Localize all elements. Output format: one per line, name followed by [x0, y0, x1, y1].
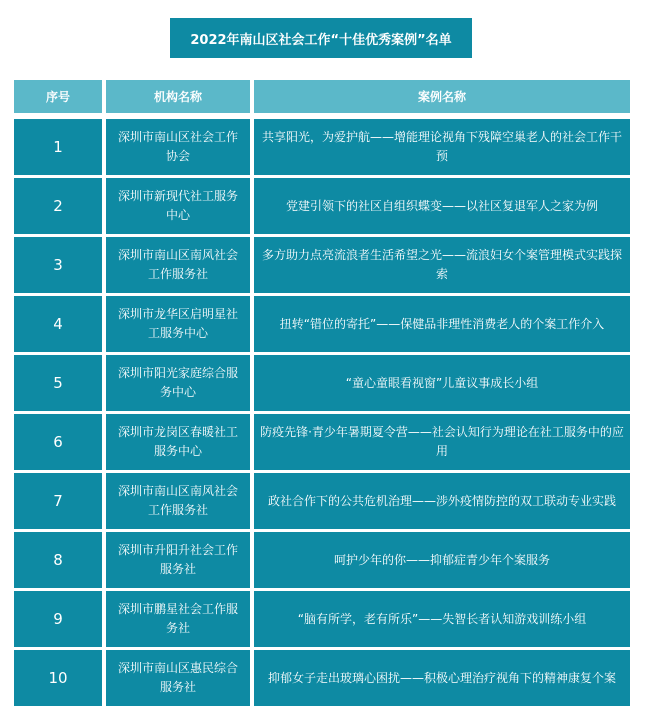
- row-organization: 深圳市南山区社会工作协会: [106, 119, 250, 175]
- row-case-name: 政社合作下的公共危机治理——涉外疫情防控的双工联动专业实践: [254, 473, 630, 529]
- row-number: 1: [14, 119, 102, 175]
- table-row: [14, 119, 634, 175]
- table-row: [14, 296, 634, 352]
- row-case-name: 多方助力点亮流浪者生活希望之光——流浪妇女个案管理模式实践探索: [254, 237, 630, 293]
- page-title: 2022年南山区社会工作“十佳优秀案例”名单: [170, 18, 472, 58]
- table-row: [14, 178, 634, 234]
- table-row: [14, 650, 634, 706]
- row-number: 2: [14, 178, 102, 234]
- table-body: [14, 119, 634, 706]
- row-organization: 深圳市龙华区启明星社工服务中心: [106, 296, 250, 352]
- table-row: [14, 237, 634, 293]
- table-header-row: [14, 80, 634, 113]
- row-number: 5: [14, 355, 102, 411]
- award-list-table: [14, 80, 634, 709]
- row-case-name: 扭转“错位的寄托”——保健品非理性消费老人的个案工作介入: [254, 296, 630, 352]
- header-case-name: 案例名称: [254, 80, 630, 113]
- table-row: [14, 532, 634, 588]
- row-case-name: 党建引领下的社区自组织蝶变——以社区复退军人之家为例: [254, 178, 630, 234]
- row-organization: 深圳市龙岗区春暖社工服务中心: [106, 414, 250, 470]
- row-number: 8: [14, 532, 102, 588]
- table-row: [14, 591, 634, 647]
- header-organization: 机构名称: [106, 80, 250, 113]
- table-row: [14, 355, 634, 411]
- row-number: 10: [14, 650, 102, 706]
- header-number: 序号: [14, 80, 102, 113]
- row-organization: 深圳市新现代社工服务中心: [106, 178, 250, 234]
- row-number: 7: [14, 473, 102, 529]
- row-organization: 深圳市鹏星社会工作服务社: [106, 591, 250, 647]
- row-case-name: “脑有所学，老有所乐”——失智长者认知游戏训练小组: [254, 591, 630, 647]
- row-case-name: 共享阳光，为爱护航——增能理论视角下残障空巢老人的社会工作干预: [254, 119, 630, 175]
- row-case-name: “童心童眼看视窗”儿童议事成长小组: [254, 355, 630, 411]
- table-row: [14, 473, 634, 529]
- row-number: 9: [14, 591, 102, 647]
- row-organization: 深圳市南山区南风社会工作服务社: [106, 473, 250, 529]
- row-case-name: 抑郁女子走出玻璃心困扰——积极心理治疗视角下的精神康复个案: [254, 650, 630, 706]
- row-case-name: 呵护少年的你——抑郁症青少年个案服务: [254, 532, 630, 588]
- row-case-name: 防疫先锋·青少年暑期夏令营——社会认知行为理论在社工服务中的应用: [254, 414, 630, 470]
- row-organization: 深圳市南山区惠民综合服务社: [106, 650, 250, 706]
- row-organization: 深圳市南山区南风社会工作服务社: [106, 237, 250, 293]
- row-organization: 深圳市阳光家庭综合服务中心: [106, 355, 250, 411]
- row-number: 6: [14, 414, 102, 470]
- table-row: [14, 414, 634, 470]
- row-number: 4: [14, 296, 102, 352]
- row-number: 3: [14, 237, 102, 293]
- row-organization: 深圳市升阳升社会工作服务社: [106, 532, 250, 588]
